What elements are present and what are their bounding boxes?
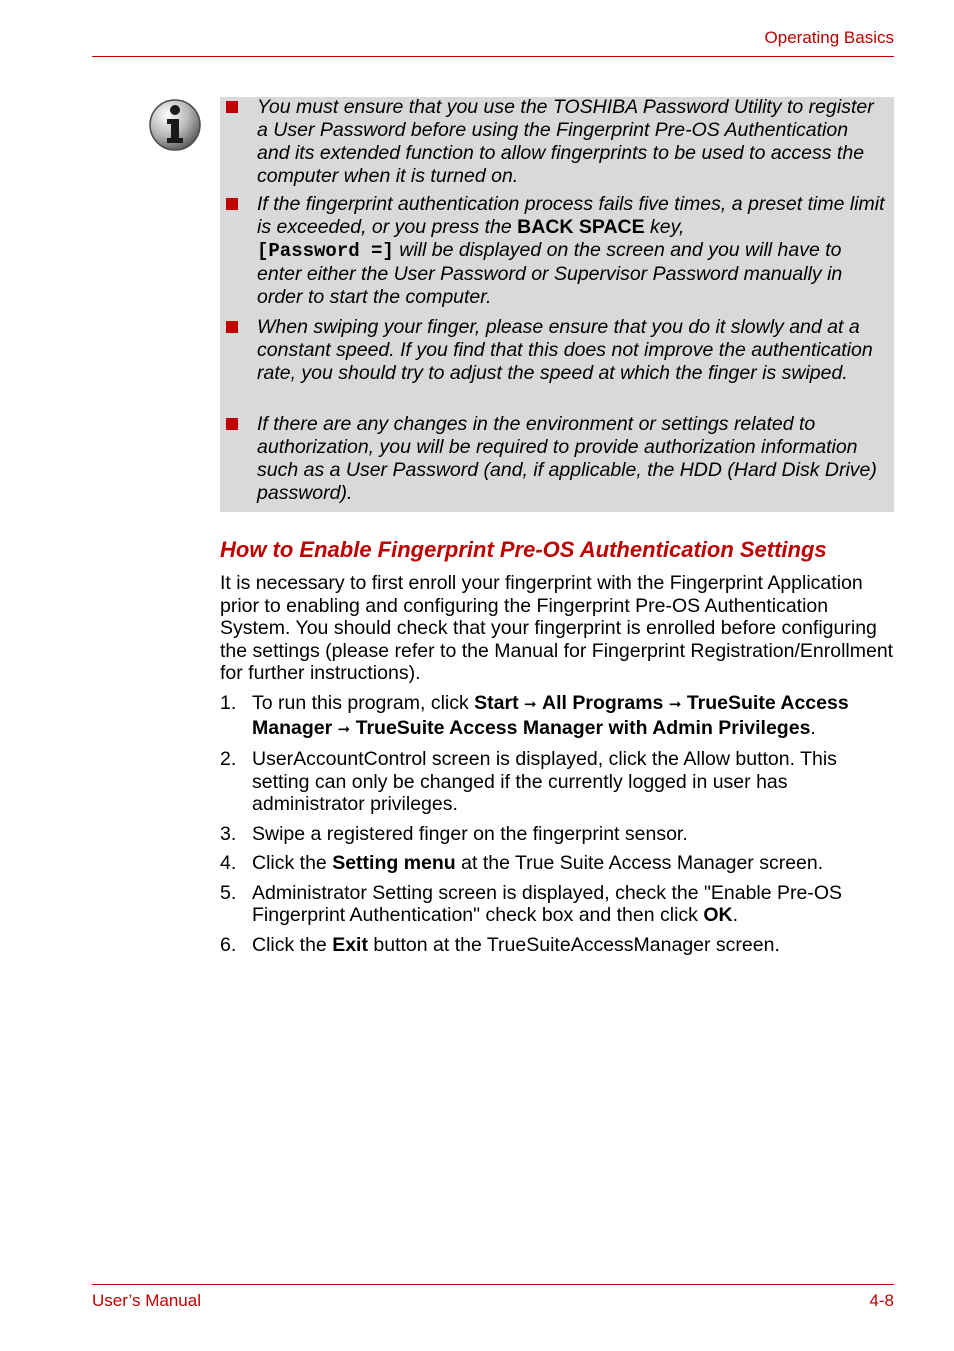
note-text: If there are any changes in the environment or settings related to authorization, you will be required to provide authorization information such as a User Password (and, if applicable, the HDD (Hard Disk Drive) password). xyxy=(257,413,877,504)
step-text: . xyxy=(810,716,816,739)
footer-manual-name: User’s Manual xyxy=(92,1291,201,1310)
menu-path-all-programs: All Programs xyxy=(542,692,664,714)
step-number: 2. xyxy=(220,748,237,770)
note-text: When swiping your finger, please ensure that you do it slowly and at a constant speed. If you find that this does not improve the authentication rate, you should try to adjust the speed at which the finger is swiped. xyxy=(257,316,873,384)
step-text: Click the xyxy=(252,933,333,956)
step-text: Administrator Setting screen is displayed, check the "Enable Pre-OS Fingerprint Authentication" check box and then click xyxy=(252,881,843,926)
step-number: 1. xyxy=(220,692,237,714)
step-number: 4. xyxy=(220,852,237,874)
arrow-right-icon: ➞ xyxy=(524,696,537,713)
note-item xyxy=(220,413,886,505)
menu-path-start: Start xyxy=(474,692,519,714)
note-text: If the fingerprint authentication process fails five times, a preset time limit is exceeded, or you press the xyxy=(257,193,885,238)
header-section-title: Operating Basics xyxy=(764,28,894,47)
arrow-right-icon: ➞ xyxy=(668,696,682,713)
step-item xyxy=(220,852,896,875)
info-icon xyxy=(148,98,202,152)
step-text: at the True Suite Access Manager screen. xyxy=(455,852,824,874)
note-item xyxy=(220,96,886,188)
note-text: key, xyxy=(644,216,685,238)
step-item xyxy=(220,748,896,816)
step-text: To run this program, click xyxy=(252,692,475,714)
step-text: UserAccountControl screen is displayed, click the Allow button. This setting can only be changed if the currently logged in user has administrator privileges. xyxy=(252,748,837,815)
step-text: Click the xyxy=(252,852,333,874)
step-number: 3. xyxy=(220,822,237,845)
arrow-right-icon: ➞ xyxy=(337,720,351,738)
note-text: You must ensure that you use the TOSHIBA Password Utility to register a User Password before using the Fingerprint Pre-OS Authentication and its extended function to allow fingerprints to be used to access the computer when it is turned on. xyxy=(257,96,874,187)
note-item xyxy=(220,316,886,385)
note-text: will be displayed on the screen and you will have to enter either the User Password or Supervisor Password manually in order to start the computer. xyxy=(257,239,843,308)
step-item xyxy=(220,692,896,741)
step-text: Swipe a registered finger on the fingerprint sensor. xyxy=(252,822,688,845)
menu-path-truesuite: TrueSuite Access Manager xyxy=(252,692,849,739)
steps-list xyxy=(220,692,896,956)
step-number: 6. xyxy=(220,933,237,956)
step-item xyxy=(220,934,896,957)
header-rule xyxy=(92,56,894,57)
square-bullet-icon xyxy=(226,101,238,113)
section-heading: How to Enable Fingerprint Pre-OS Authentication Settings xyxy=(220,537,827,562)
intro-paragraph: It is necessary to first enroll your fingerprint with the Fingerprint Application prior to enabling and configuring the Fingerprint Pre-OS Authentication System. You should check that your fingerprint is enrolled before configuring the settings (please refer to the Manual for Fingerprint Registration/Enrollment for further instructions). xyxy=(220,572,894,684)
step-bold: OK xyxy=(703,904,733,926)
step-bold: Setting menu xyxy=(332,852,456,874)
prompt-code: [Password =] xyxy=(257,240,394,262)
step-text: . xyxy=(732,904,739,926)
step-text: button at the TrueSuiteAccessManager screen. xyxy=(367,933,780,956)
footer-rule xyxy=(92,1284,894,1285)
key-name: BACK SPACE xyxy=(517,216,645,238)
square-bullet-icon xyxy=(226,198,238,210)
step-item xyxy=(220,882,896,927)
step-item xyxy=(220,823,896,846)
step-number: 5. xyxy=(220,881,237,904)
note-item xyxy=(220,193,886,309)
note-box xyxy=(220,97,894,512)
menu-path-admin-privileges: TrueSuite Access Manager with Admin Privileges xyxy=(355,716,811,739)
square-bullet-icon xyxy=(226,321,238,333)
square-bullet-icon xyxy=(226,418,238,430)
step-bold: Exit xyxy=(332,933,368,956)
footer-page-number: 4-8 xyxy=(869,1291,894,1310)
